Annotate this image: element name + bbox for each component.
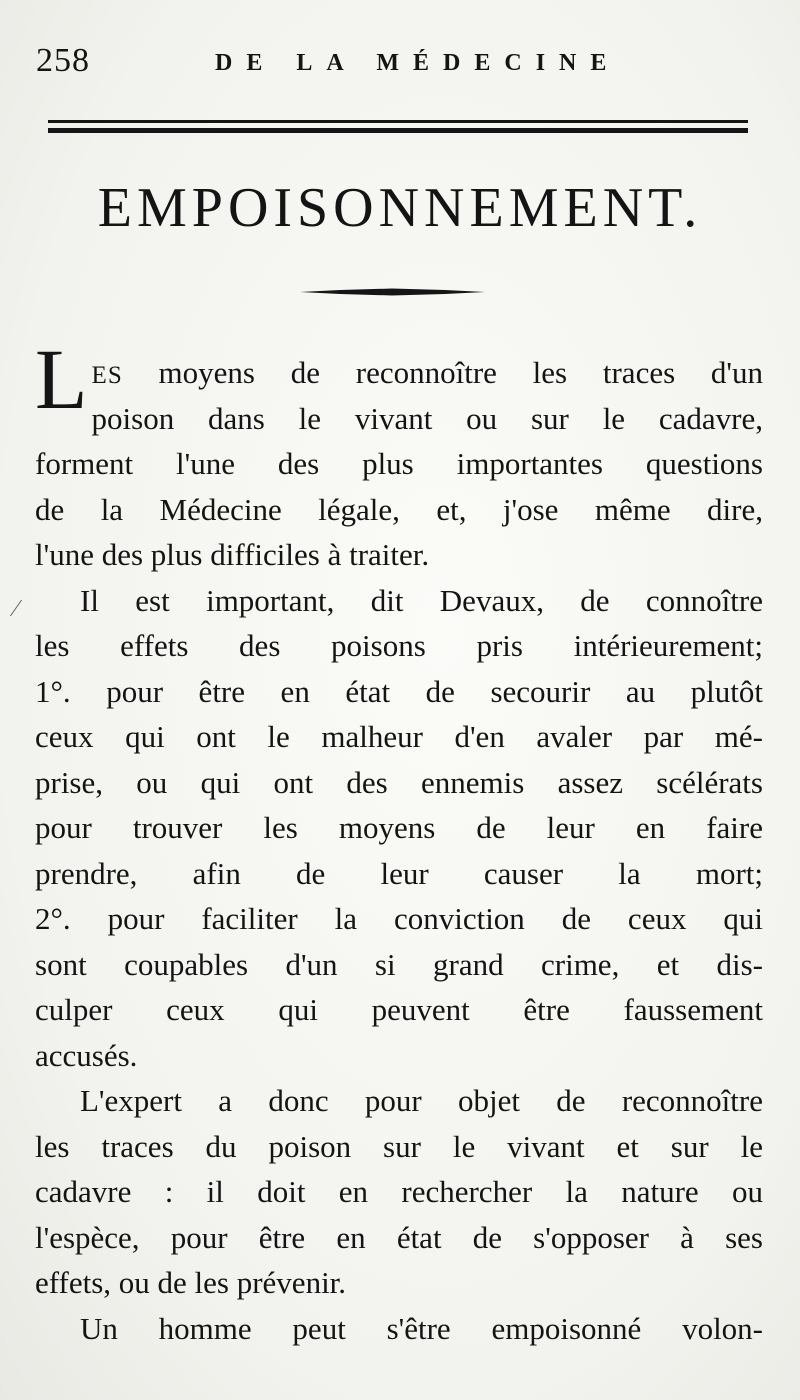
drop-cap: L [35, 331, 88, 427]
text-line: 1°. pour être en état de secourir au plutôt [35, 673, 763, 709]
paragraph-2 [35, 578, 763, 1079]
text-line: Il est important, dit Devaux, de connoître [80, 582, 763, 618]
paragraph-4 [35, 1306, 763, 1352]
text-line: prise, ou qui ont des ennemis assez scélérats [35, 764, 763, 800]
text-line: pour trouver les moyens de leur en faire [35, 810, 763, 845]
text-line: prendre, afin de leur causer la mort; [35, 855, 763, 891]
header-double-rule [48, 120, 748, 134]
text-line: l'espèce, pour être en état de s'opposer à ses [35, 1219, 763, 1255]
text-line: forment l'une des plus importantes questions [35, 446, 763, 481]
running-title: DE LA MÉDECINE [215, 50, 621, 76]
text-line: les effets des poisons pris intérieurement; [35, 628, 763, 663]
rule-line-thin [48, 120, 748, 123]
text-line: poison dans le vivant ou sur le cadavre, [91, 400, 763, 436]
paragraph-1 [35, 331, 764, 578]
text-line: l'une des plus difficiles à traiter. [35, 537, 430, 572]
ornament-rule [300, 287, 485, 297]
lead-word: ES [91, 362, 123, 389]
page-number: 258 [36, 42, 90, 79]
text-line: cadavre : il doit en rechercher la nature ou [35, 1174, 763, 1209]
paragraph-3 [35, 1078, 763, 1306]
text-line: culper ceux qui peuvent être faussement [35, 992, 763, 1027]
text-line: sont coupables d'un si grand crime, et dis- [35, 946, 763, 982]
text-line: ceux qui ont le malheur d'en avaler par mé- [35, 719, 763, 754]
chapter-title: EMPOISONNEMENT. [97, 177, 703, 239]
text-line: effets, ou de les prévenir. [35, 1265, 347, 1300]
body-text [35, 331, 764, 1351]
text-line: L'expert a donc pour objet de reconnoître [80, 1083, 763, 1118]
running-head [0, 40, 800, 90]
rule-line-thick [48, 128, 748, 133]
line-text: moyens de reconnoître les traces d'un [158, 355, 764, 390]
text-line [35, 350, 763, 396]
text-line: 2°. pour faciliter la conviction de ceux qui [35, 901, 763, 936]
text-line: accusés. [35, 1037, 138, 1073]
text-line: Un homme peut s'être empoisonné volon- [80, 1310, 763, 1346]
text-line: les traces du poison sur le vivant et sur le [35, 1128, 763, 1164]
text-line: de la Médecine légale, et, j'ose même dire, [35, 491, 763, 527]
margin-pencil-mark: ⁄ [14, 596, 19, 622]
